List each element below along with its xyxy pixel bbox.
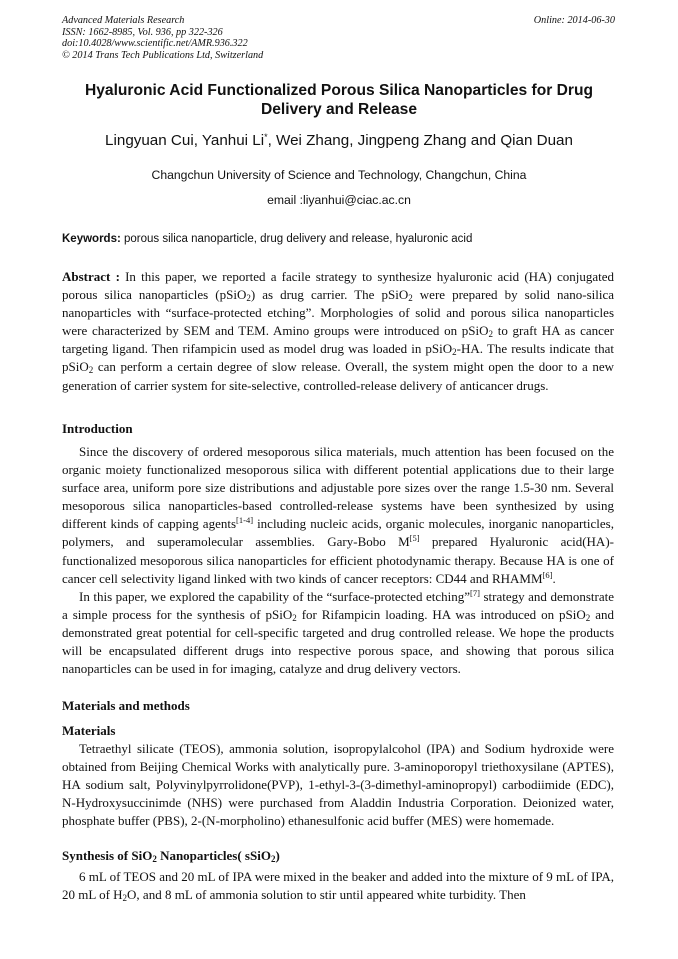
journal-copyright: © 2014 Trans Tech Publications Ltd, Switzerland — [62, 49, 264, 61]
synthesis-heading-text: Nanoparticles( sSiO — [156, 848, 271, 863]
intro-text: In this paper, we explored the capability of the “surface-protected etching” — [79, 588, 471, 604]
journal-issn: ISSN: 1662-8985, Vol. 936, pp 322-326 — [62, 26, 223, 38]
materials-paragraph: Tetraethyl silicate (TEOS), ammonia solution, isopropylalcohol (IPA) and Sodium hydroxide were obtained from Beijing Chemical Works with analytically pure. 3-aminoporopyl triethoxysilane (APTES), HA sodium salt, Polyvinylpyrrolidone(PVP), 1-ethyl-3-(3-dimethyl-aminopropyl) carbodiimide (EDC), N-Hydroxysuccinimde (NHS) were purchased from Aladdin Industria Corporation. Deionized water, phosphate buffer (PBS), 2-(N-morpholino) ethanesulfonic acid buffer (MES) were homemade. — [62, 741, 614, 829]
intro-text: strategy and demonstrate a simple process for the synthesis of pSiO — [62, 588, 614, 622]
keywords-label: Keywords: — [62, 233, 121, 245]
online-date: Online: 2014-06-30 — [533, 15, 615, 26]
intro-text: and demonstrated great potential for cell-specific targeted and drug controlled release. We hope the products will be encapsulated different drugs into respective porous space, and showing that porous silica nanoparticles can be used in for imaging, catalyze and drug delivery vectors. — [62, 606, 614, 677]
abstract-text: to graft HA as cancer targeting ligand. Then rifampicin used as model drug was loaded in pSiO — [62, 323, 614, 357]
subscript: 2 — [246, 293, 251, 304]
abstract — [62, 268, 614, 395]
subscript: 2 — [152, 854, 157, 864]
subscript: 2 — [292, 612, 297, 623]
authors-part-1: Lingyuan Cui, Yanhui Li — [105, 132, 265, 149]
synthesis-text: 6 mL of TEOS and 20 mL of IPA were mixed in the beaker and added into the mixture of 9 mL of IPA, 20 mL of H — [62, 869, 614, 903]
journal-doi: doi:10.4028/www.scientific.net/AMR.936.322 — [62, 38, 248, 50]
intro-paragraph-1 — [62, 443, 614, 588]
intro-text: Since the discovery of ordered mesoporous silica materials, much attention has been focused on the organic moiety functionalized mesoporous silica with different potential applications due to their large surface area, uniform pore size distributions and adjustable pore sizes over the range 1.5-30 nm. Several mesoporous silica nanoparticles-based controlled-release systems have been synthesized by using different kinds of capping agents — [62, 444, 614, 532]
synthesis-text: O, and 8 mL of ammonia solution to stir until appeared white turbidity. Then — [127, 887, 526, 903]
corresponding-mark: * — [264, 132, 268, 142]
affiliation: Changchun University of Science and Technology, Changchun, China — [151, 168, 527, 182]
section-heading-introduction: Introduction — [62, 421, 133, 436]
author-email: email :liyanhui@ciac.ac.cn — [267, 193, 411, 207]
intro-text: . — [552, 570, 556, 586]
subsection-heading-materials: Materials — [62, 723, 116, 738]
abstract-text: -HA. The results indicate that pSiO — [62, 341, 614, 375]
abstract-text: were prepared by solid nano-silica nanoparticles with “surface-protected etching”. Morphologies of solid and porous silica nanoparticles were characterized by SEM and TEM. Amino groups were introduced on pSiO — [62, 287, 615, 339]
introduction-body — [62, 443, 614, 678]
subscript: 2 — [585, 612, 591, 623]
keywords — [62, 232, 618, 247]
subscript: 2 — [408, 293, 413, 304]
synthesis-body — [62, 868, 614, 904]
citation-ref: [6] — [542, 569, 553, 580]
subscript: 2 — [270, 854, 276, 864]
synthesis-heading-text: ) — [275, 848, 280, 863]
authors-part-2: , Wei Zhang, Jingpeng Zhang and Qian Duan — [267, 132, 573, 149]
subscript: 2 — [88, 365, 94, 376]
abstract-label: Abstract : — [62, 269, 120, 284]
abstract-text: ) as drug carrier. The pSiO — [250, 287, 409, 303]
section-heading-methods: Materials and methods — [62, 698, 190, 713]
synthesis-paragraph — [62, 868, 614, 904]
author-list — [40, 131, 638, 150]
subsection-heading-synthesis — [62, 847, 280, 865]
intro-text: prepared Hyaluronic acid(HA)-functionalized mesoporous silica nanoparticles for efficient photodynamic therapy. Because HA is one of cancer cell selectivity ligand linked with two kinds of cancer receptors: CD44 and RHAMM — [62, 534, 614, 586]
intro-text: for Rifampicin loading. HA was introduced on pSiO — [296, 606, 586, 622]
synthesis-heading-text: Synthesis of SiO — [62, 848, 153, 863]
keywords-text: porous silica nanoparticle, drug delivery and release, hyaluronic acid — [120, 233, 473, 245]
materials-body — [62, 740, 614, 830]
citation-ref: [5] — [409, 533, 420, 544]
subscript: 2 — [452, 347, 457, 358]
journal-name: Advanced Materials Research — [62, 15, 185, 26]
journal-info — [62, 15, 263, 61]
abstract-text: can perform a certain degree of slow release. Overall, the system might open the door to a new generation of carrier system for site-selective, controlled-release delivery of anticancer drugs. — [62, 359, 614, 393]
intro-paragraph-2 — [62, 588, 614, 678]
abstract-text: In this paper, we reported a facile strategy to synthesize hyaluronic acid (HA) conjugated porous silica nanoparticles (pSiO — [62, 269, 614, 303]
citation-ref: [7] — [470, 587, 480, 598]
paper-title: Hyaluronic Acid Functionalized Porous Silica Nanoparticles for Drug Delivery and Release — [84, 82, 594, 118]
citation-ref: [1-4] — [236, 515, 254, 526]
subscript: 2 — [122, 893, 128, 904]
subscript: 2 — [488, 329, 494, 340]
intro-text: including nucleic acids, organic molecules, inorganic nanoparticles, polymers, and superamolecular assemblies. Gary-Bobo M — [62, 516, 614, 550]
